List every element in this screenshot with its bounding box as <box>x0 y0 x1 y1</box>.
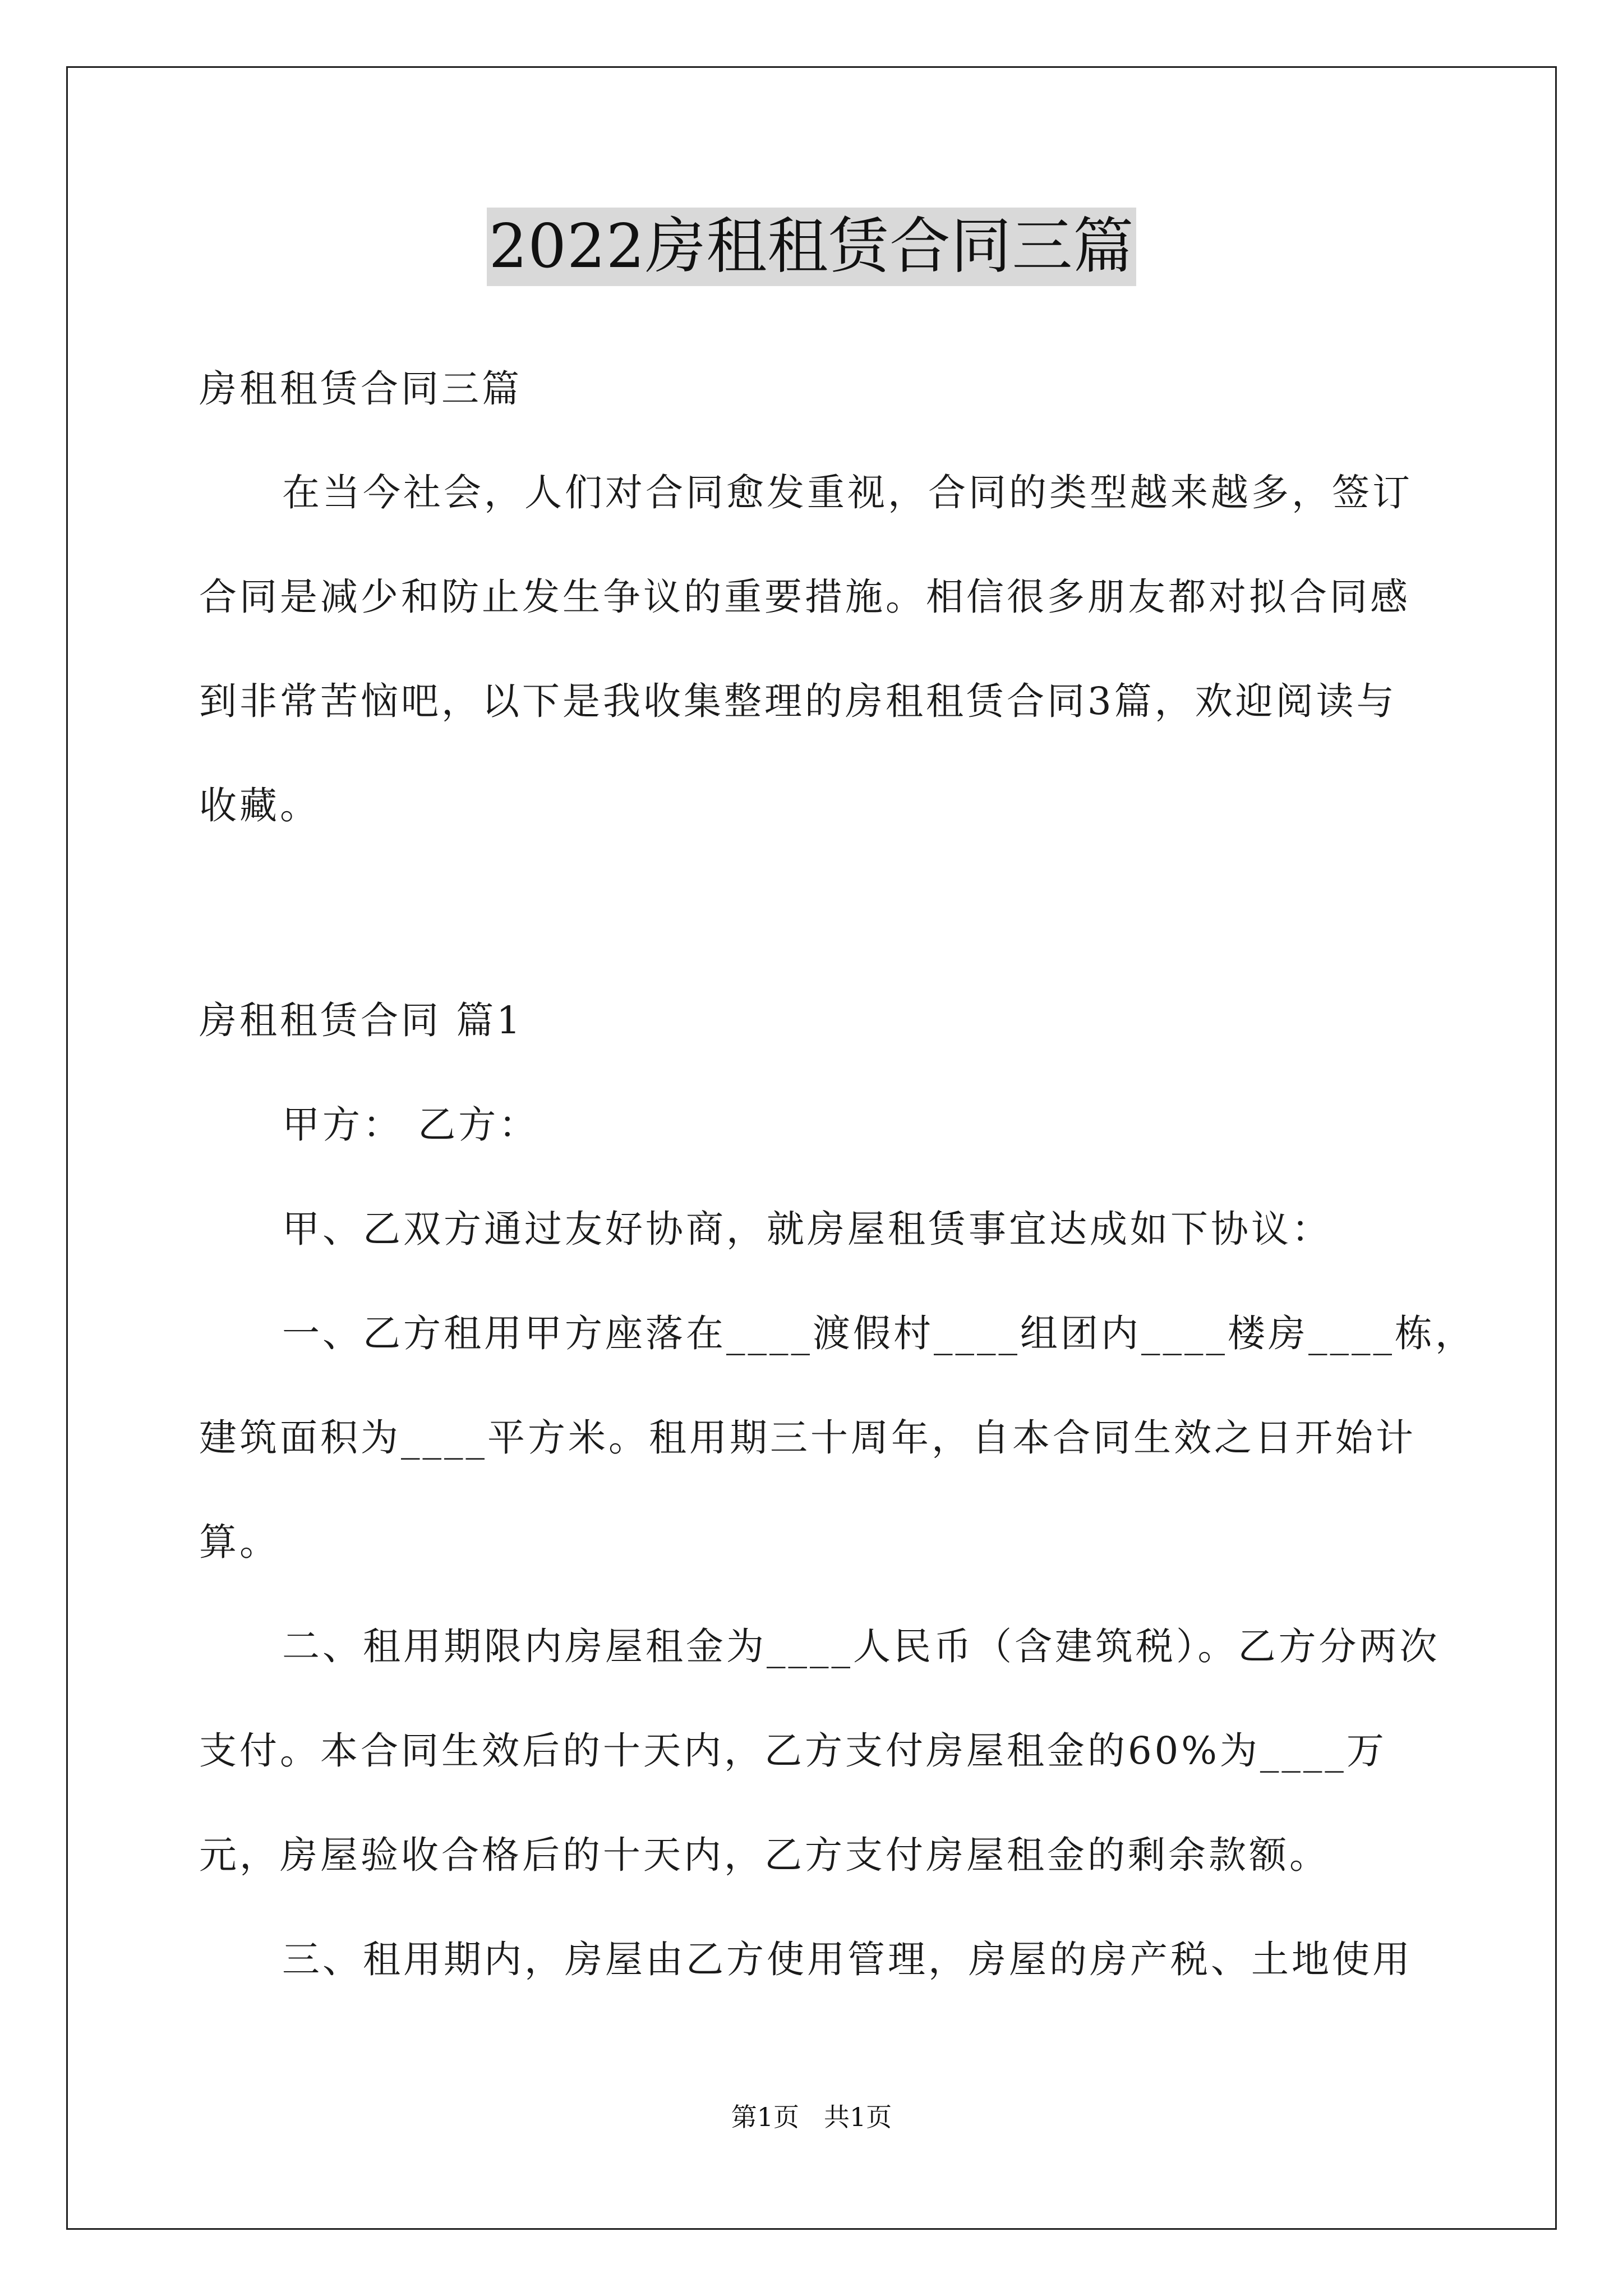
page-footer <box>0 2100 1623 2134</box>
page-number-total: 共1页 <box>824 2102 892 2132</box>
document-title: 2022房租租赁合同三篇 <box>487 208 1137 286</box>
clause-line: 三、租用期内，房屋由乙方使用管理，房屋的房产税、土地使用 <box>282 1938 1413 1981</box>
parties-line: 甲方： 乙方： <box>282 1103 540 1147</box>
clause-line: 算。 <box>199 1520 280 1564</box>
intro-line: 收藏。 <box>199 784 320 827</box>
clause-line: 建筑面积为____平方米。租用期三十周年，自本合同生效之日开始计 <box>199 1416 1416 1460</box>
agreement-intro: 甲、乙双方通过友好协商，就房屋租赁事宜达成如下协议： <box>282 1207 1332 1251</box>
intro-line: 在当今社会，人们对合同愈发重视，合同的类型越来越多，签订 <box>282 471 1413 514</box>
clause-line: 支付。本合同生效后的十天内，乙方支付房屋租金的60%为____万 <box>199 1729 1387 1773</box>
clause-line: 一、乙方租用甲方座落在____渡假村____组团内____楼房____栋， <box>282 1312 1476 1355</box>
intro-line: 到非常苦恼吧，以下是我收集整理的房租租赁合同3篇，欢迎阅读与 <box>199 679 1397 723</box>
intro-line: 合同是减少和防止发生争议的重要措施。相信很多朋友都对拟合同感 <box>199 575 1410 619</box>
page-number-current: 第1页 <box>731 2102 799 2132</box>
section-heading: 房租租赁合同 篇1 <box>199 999 523 1042</box>
clause-line: 二、租用期限内房屋租金为____人民币（含建筑税）。乙方分两次 <box>282 1625 1440 1668</box>
subtitle: 房租租赁合同三篇 <box>199 367 522 411</box>
clause-line: 元，房屋验收合格后的十天内，乙方支付房屋租金的剩余款额。 <box>199 1833 1330 1877</box>
title-container <box>0 208 1623 286</box>
